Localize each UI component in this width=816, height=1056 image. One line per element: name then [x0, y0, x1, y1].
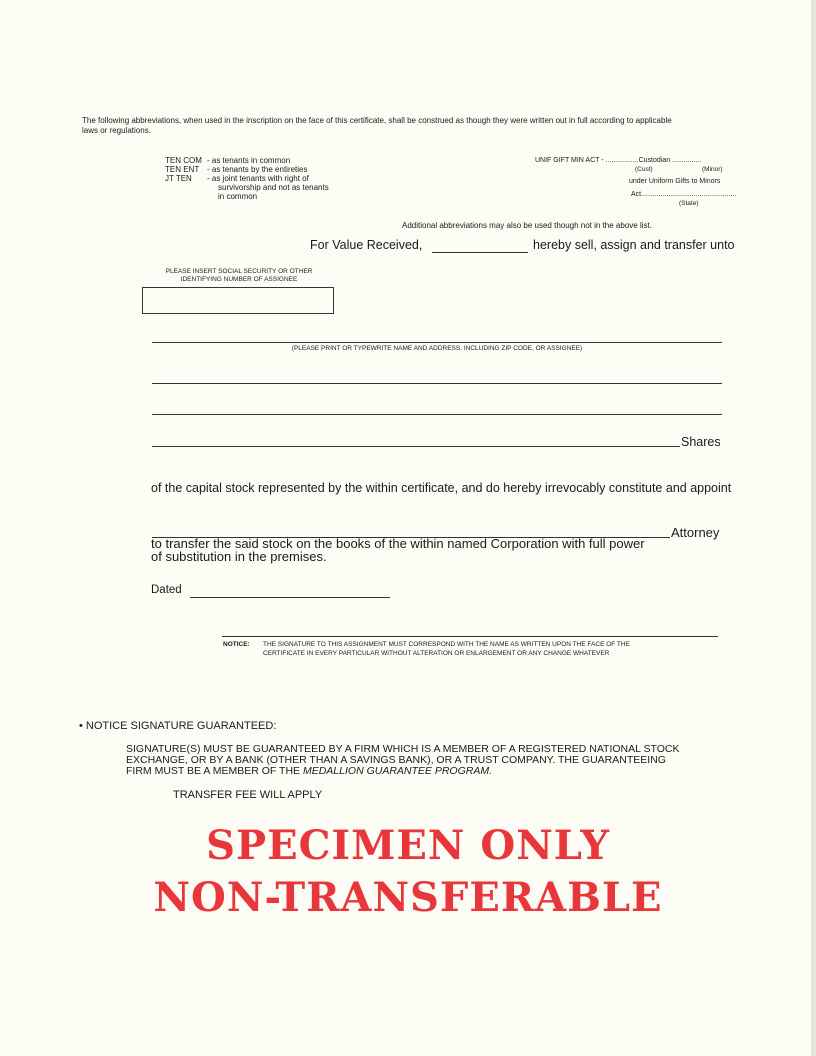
ssn-label-line2: IDENTIFYING NUMBER OF ASSIGNEE	[180, 276, 298, 283]
unif-gift-line2: under Uniform Gifts to Minors	[629, 178, 721, 185]
assignee-address-line-2[interactable]	[152, 414, 722, 415]
non-transferable-stamp: NON-TRANSFERABLE	[153, 874, 663, 921]
guarantee-line3	[126, 766, 492, 777]
abbrev-jt-ten-cont1: survivorship and not as tenants	[218, 183, 329, 192]
specimen-only-stamp: SPECIMEN ONLY	[206, 822, 610, 869]
abbrev-ten-ent-desc: - as tenants by the entireties	[207, 165, 308, 174]
attorney-label: Attorney	[671, 525, 720, 540]
abbrev-jt-ten-desc: - as joint tenants with right of	[207, 174, 309, 183]
abbrev-ten-com-desc: - as tenants in common	[207, 156, 291, 165]
guarantee-line3-text: FIRM MUST BE A MEMBER OF THE	[126, 765, 303, 777]
abbrev-ten-ent-code: TEN ENT	[165, 165, 200, 174]
unif-cust-label: (Cust)	[635, 166, 653, 173]
shares-count-line[interactable]	[152, 446, 680, 447]
intro-text: The following abbreviations, when used in the inscription on the face of this certificate, shall be construed as though they were written out in full according to applicable laws or regulations.	[82, 116, 672, 135]
print-name-label: (PLEASE PRINT OR TYPEWRITE NAME AND ADDRESS, INCLUDING ZIP CODE, OR ASSIGNEE)	[291, 345, 583, 352]
unif-gift-line3: Act.................................................	[631, 191, 737, 198]
hereby-sell-text: hereby sell, assign and transfer unto	[533, 238, 735, 252]
signature-line[interactable]	[222, 636, 718, 637]
abbrev-ten-com-code: TEN COM	[165, 156, 202, 165]
signature-guaranteed-heading: • NOTICE SIGNATURE GUARANTEED:	[79, 720, 277, 732]
shares-label: Shares	[681, 435, 721, 449]
unif-state-label: (State)	[679, 200, 699, 207]
abbrev-jt-ten-cont2: in common	[218, 192, 258, 201]
dated-label: Dated	[151, 584, 182, 596]
assignee-name-line[interactable]	[152, 342, 722, 343]
guarantee-line2: EXCHANGE, OR BY A BANK (OTHER THAN A SAVINGS BANK), OR A TRUST COMPANY. THE GUARANTEEING	[126, 754, 666, 766]
abbrev-jt-ten-code: JT TEN	[165, 174, 192, 183]
ssn-input-box[interactable]	[142, 287, 334, 314]
unif-gift-line1: UNIF GIFT MIN ACT - .................Custodian ...............	[535, 157, 702, 164]
medallion-program-text: MEDALLION GUARANTEE PROGRAM.	[302, 765, 492, 777]
capital-stock-text: of the capital stock represented by the within certificate, and do hereby irrevocably constitute and appoint	[151, 481, 732, 495]
seller-name-line[interactable]	[432, 252, 528, 253]
for-value-received-text: For Value Received,	[310, 238, 423, 252]
transfer-fee-text: TRANSFER FEE WILL APPLY	[173, 789, 323, 801]
ssn-label-line1: PLEASE INSERT SOCIAL SECURITY OR OTHER	[165, 268, 313, 275]
additional-abbrev-text: Additional abbreviations may also be used though not in the above list.	[402, 221, 652, 230]
date-line[interactable]	[190, 597, 390, 598]
assignee-address-line-1[interactable]	[152, 383, 722, 384]
transfer-text-line1: to transfer the said stock on the books of the within named Corporation with full power	[151, 536, 645, 551]
unif-minor-label: (Minor)	[702, 166, 723, 173]
notice-label: NOTICE:	[223, 641, 250, 648]
guarantee-line1: SIGNATURE(S) MUST BE GUARANTEED BY A FIRM WHICH IS A MEMBER OF A REGISTERED NATIONAL STOCK	[126, 743, 680, 755]
notice-line1: THE SIGNATURE TO THIS ASSIGNMENT MUST CORRESPOND WITH THE NAME AS WRITTEN UPON THE FACE OF THE	[263, 641, 630, 648]
transfer-text-line2: of substitution in the premises.	[151, 549, 327, 564]
notice-line2: CERTIFICATE IN EVERY PARTICULAR WITHOUT ALTERATION OR ENLARGEMENT OR ANY CHANGE WHATEVER	[263, 650, 610, 657]
